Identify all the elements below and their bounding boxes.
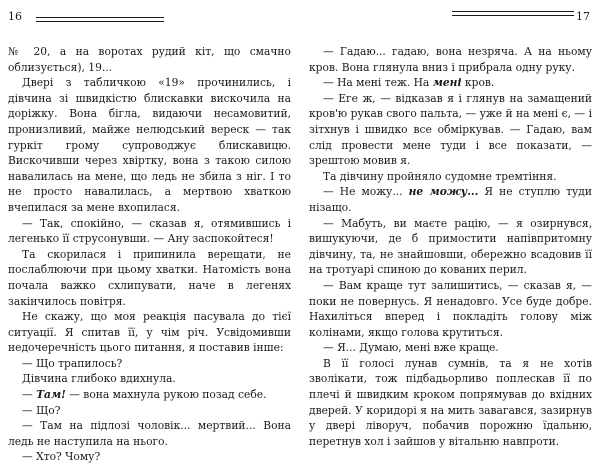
- header-rule-right: [452, 11, 574, 12]
- header-rule-left-thin: [36, 21, 164, 22]
- page-number-right: 17: [576, 10, 590, 23]
- paragraph: — Що?: [22, 403, 61, 417]
- paragraph: — Гадаю... гадаю, вона незряча. А на ньому кров. Вона глянула вниз і прибрала одну руку.: [309, 45, 592, 74]
- paragraph: Не скажу, що моя реакція пасувала до тієї ситуації. Я спитав її, у чім річ. Усвідомивши недочеречність цього питання, я поставив інше:: [8, 310, 291, 355]
- paragraph: — Еге ж, — відказав я і глянув на замащений кров'ю рукав свого пальта, — уже й на мені є, — і зітхнув і швидко все обміркував. — Гадаю, вам слід провести мене туди і все показати, — зрештою мовив я.: [309, 91, 592, 168]
- paragraph: — На мені теж. На мені кров.: [323, 76, 495, 90]
- left-page-text: [8, 44, 291, 465]
- header-rule-left: [36, 17, 164, 18]
- paragraph: — Там! — вона махнула рукою позад себе.: [22, 388, 267, 402]
- paragraph: — Що трапилось?: [22, 356, 123, 370]
- paragraph: — Мабуть, ви маєте рацію, — я озирнувся, вишукуючи, де б примостити напівпритомну дівчину, та, не знайшовши, обережно всадовив її на тротуарі спиною до кованих перил.: [309, 216, 592, 277]
- paragraph: — Хто? Чому?: [22, 450, 101, 464]
- paragraph: — Вам краще тут залишитись, — сказав я, — поки не повернусь. Я ненадовго. Усе буде добре. Нахиліться вперед і покладіть голову між колінами, якщо голова крутиться.: [309, 278, 592, 339]
- header-rule-right-thin: [452, 15, 574, 16]
- paragraph: В її голосі лунав сумнів, та я не хотів зволікати, тож підбадьорливо поплескав її по плечі й швидким кроком попрямував до вхідних дверей. У коридорі я на мить завагався, зазирнув у двері ліворуч, побачив порожню їдальню, перетнув хол і зайшов у вітальню навпроти.: [309, 356, 592, 448]
- paragraph: Двері з табличкою «19» прочинились, і дівчина зі швидкістю блискавки вискочила на доріжку. Вона бігла, видаючи несамовитий, пронизливий, майже нелюдський вереск — так гуркіт грому супроводжує блискавицю. Вискочивши через хвіртку, вона з такою силою навалилась на мене, що ледь не збила з ніг. І то не просто навалилась, а мертвою хваткою вчепилася за мене вхопилася.: [8, 76, 291, 214]
- paragraph: — Я... Думаю, мені вже краще.: [323, 341, 499, 355]
- paragraph: Та скорилася і припинила верещати, не послаблюючи при цьому хватки. Натомість вона почала важко схлипувати, наче в легенях закінчилось повітря.: [8, 247, 291, 308]
- paragraph: — Там на підлозі чоловік... мертвий... Вона ледь не наступила на нього.: [8, 419, 291, 448]
- right-page-text: [309, 44, 592, 449]
- paragraph: — Не можу... не можу... Я не ступлю туди нізащо.: [309, 185, 592, 214]
- paragraph: Та дівчину пройняло судомне тремтіння.: [323, 169, 557, 183]
- paragraph: — Так, спокійно, — сказав я, отямившись і легенько її струсонувши. — Ану заспокойтеся!: [8, 216, 291, 246]
- page-number-left: 16: [8, 10, 22, 23]
- paragraph: № 20, а на воротах рудий кіт, що смачно облизується), 19...: [8, 45, 291, 74]
- paragraph: Дівчина глибоко вдихнула.: [22, 372, 176, 386]
